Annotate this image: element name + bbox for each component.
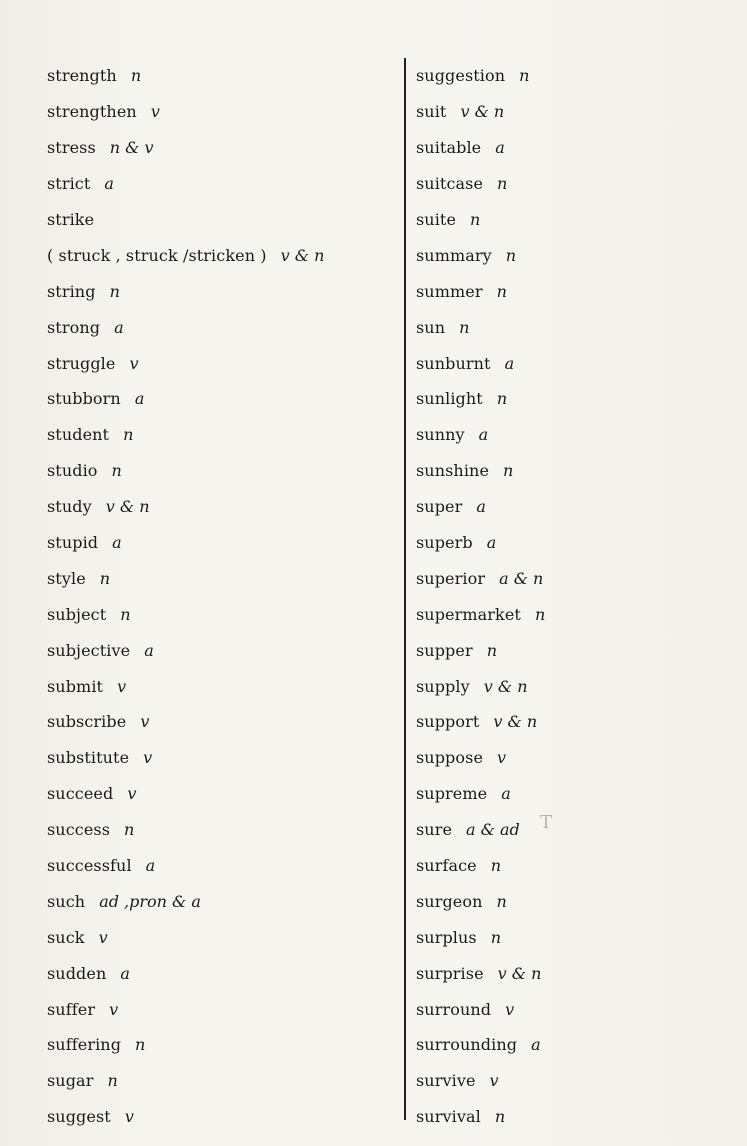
part-of-speech: a & ad — [466, 820, 520, 840]
headword: survival — [416, 1107, 481, 1127]
part-of-speech: n — [496, 389, 508, 409]
headword: super — [416, 497, 463, 517]
word-entry — [416, 1099, 736, 1135]
word-entry — [416, 309, 736, 345]
part-of-speech: n — [490, 927, 502, 947]
part-of-speech: n & v — [109, 138, 154, 158]
headword: strike — [47, 210, 95, 229]
word-entry — [47, 668, 397, 704]
headword: surprise — [416, 963, 484, 983]
word-entry — [47, 848, 397, 884]
headword: suit — [416, 102, 447, 122]
part-of-speech: n — [123, 425, 134, 445]
headword: summary — [416, 245, 492, 265]
headword: stupid — [47, 533, 99, 553]
headword: strong — [47, 317, 101, 337]
headword: style — [47, 568, 86, 588]
part-of-speech: n — [519, 66, 530, 86]
headword: suppose — [416, 748, 484, 768]
word-entry — [47, 166, 397, 202]
headword: superb — [416, 533, 473, 553]
part-of-speech: v — [505, 999, 515, 1019]
word-entry — [47, 704, 397, 740]
word-entry — [416, 991, 736, 1027]
part-of-speech: a — [504, 353, 515, 373]
word-entry — [416, 919, 736, 955]
word-entry — [416, 166, 736, 202]
word-entry — [47, 309, 397, 345]
part-of-speech: a & n — [499, 568, 544, 588]
part-of-speech: n — [135, 1035, 146, 1055]
column-divider — [404, 58, 406, 1120]
word-entry — [416, 704, 736, 740]
headword: suitcase — [416, 174, 484, 194]
part-of-speech: n — [497, 174, 508, 194]
headword: submit — [47, 676, 104, 696]
headword: surplus — [416, 927, 477, 947]
part-of-speech: a — [104, 174, 114, 194]
headword: sugar — [47, 1071, 94, 1091]
headword: suggestion — [416, 66, 506, 86]
headword: suffer — [47, 999, 96, 1019]
headword: subject — [47, 604, 107, 624]
headword: strict — [47, 174, 91, 194]
word-entry — [47, 812, 397, 848]
word-entry — [47, 130, 397, 166]
word-entry — [416, 560, 736, 596]
part-of-speech: v — [109, 999, 119, 1019]
word-entry — [416, 632, 736, 668]
word-entry — [416, 58, 736, 94]
headword: support — [416, 712, 480, 732]
word-entry — [47, 740, 397, 776]
headword: suitable — [416, 138, 482, 158]
headword: string — [47, 281, 96, 301]
word-entry — [47, 883, 397, 919]
word-entry — [47, 955, 397, 991]
word-entry — [416, 130, 736, 166]
headword: subjective — [47, 640, 131, 660]
part-of-speech: n — [486, 640, 498, 660]
part-of-speech: v & n — [460, 102, 505, 122]
part-of-speech: a — [495, 138, 505, 158]
headword: surface — [416, 856, 477, 876]
word-entry — [416, 94, 736, 130]
word-entry — [47, 991, 397, 1027]
part-of-speech: a — [145, 856, 156, 876]
word-entry — [47, 1063, 397, 1099]
part-of-speech: a — [501, 784, 511, 804]
headword: survive — [416, 1071, 476, 1091]
headword: sure — [416, 820, 453, 840]
word-entry — [47, 202, 397, 238]
part-of-speech: v — [140, 712, 150, 732]
part-of-speech: a — [144, 640, 154, 660]
part-of-speech: n — [130, 66, 142, 86]
word-entry — [47, 489, 397, 525]
word-entry — [416, 776, 736, 812]
part-of-speech: v & n — [493, 712, 538, 732]
headword: supermarket — [416, 604, 521, 624]
headword: sunny — [416, 425, 465, 445]
part-of-speech: a — [134, 389, 145, 409]
word-entry — [416, 202, 736, 238]
part-of-speech: n — [109, 281, 120, 301]
part-of-speech: a — [112, 533, 122, 553]
headword: struggle — [47, 353, 116, 373]
word-entry — [416, 1027, 736, 1063]
part-of-speech: v — [117, 676, 127, 696]
headword: stress — [47, 138, 96, 158]
part-of-speech: ad ,pron & a — [99, 891, 201, 911]
part-of-speech: n — [99, 568, 111, 588]
right-word-column — [416, 58, 736, 1135]
word-entry — [416, 596, 736, 632]
headword: strengthen — [47, 102, 137, 122]
headword: supper — [416, 640, 473, 660]
part-of-speech: v & n — [280, 245, 325, 265]
word-entry — [416, 453, 736, 489]
word-entry — [47, 919, 397, 955]
part-of-speech: v & n — [483, 676, 528, 696]
part-of-speech: n — [534, 604, 546, 624]
headword: studio — [47, 461, 98, 481]
part-of-speech: n — [503, 461, 514, 481]
headword: suffering — [47, 1035, 122, 1055]
part-of-speech: n — [496, 281, 507, 301]
part-of-speech: v & n — [497, 963, 542, 983]
word-entry — [47, 560, 397, 596]
headword: surround — [416, 999, 492, 1019]
part-of-speech: v — [124, 1107, 134, 1127]
word-entry — [47, 345, 397, 381]
part-of-speech: n — [496, 891, 507, 911]
part-of-speech: v — [127, 784, 137, 804]
word-entry — [47, 632, 397, 668]
headword: success — [47, 820, 111, 840]
headword: supply — [416, 676, 470, 696]
word-entry — [416, 668, 736, 704]
headword: sunlight — [416, 389, 483, 409]
word-entry — [47, 417, 397, 453]
word-entry — [416, 489, 736, 525]
headword: surgeon — [416, 891, 483, 911]
word-entry — [416, 848, 736, 884]
part-of-speech: a — [478, 425, 489, 445]
word-entry — [47, 1027, 397, 1063]
headword: study — [47, 497, 92, 517]
part-of-speech: v — [489, 1071, 499, 1091]
part-of-speech: n — [459, 317, 470, 337]
headword: strength — [47, 66, 117, 86]
headword: ( struck , struck /stricken ) — [47, 245, 267, 265]
word-entry — [47, 58, 397, 94]
headword: surrounding — [416, 1035, 518, 1055]
part-of-speech: v — [150, 102, 160, 122]
word-entry — [47, 453, 397, 489]
headword: suck — [47, 927, 85, 947]
word-entry — [416, 740, 736, 776]
word-entry — [47, 381, 397, 417]
word-entry — [416, 381, 736, 417]
headword: sunshine — [416, 461, 490, 481]
headword: suite — [416, 210, 457, 229]
part-of-speech: v — [497, 748, 507, 768]
part-of-speech: a — [114, 317, 124, 337]
word-entry — [416, 525, 736, 561]
headword: sudden — [47, 963, 107, 983]
part-of-speech: v — [98, 927, 108, 947]
part-of-speech: n — [494, 1107, 506, 1127]
part-of-speech: a — [531, 1035, 541, 1055]
part-of-speech: v — [129, 353, 139, 373]
word-entry — [416, 955, 736, 991]
headword: student — [47, 425, 110, 445]
headword: such — [47, 891, 86, 911]
part-of-speech: v — [143, 748, 153, 768]
word-entry — [47, 237, 397, 273]
headword: superior — [416, 568, 486, 588]
part-of-speech: n — [490, 856, 502, 876]
word-entry — [416, 237, 736, 273]
part-of-speech: n — [505, 245, 517, 265]
headword: sun — [416, 317, 446, 337]
headword: supreme — [416, 784, 488, 804]
headword: subscribe — [47, 712, 127, 732]
word-entry — [47, 1099, 397, 1135]
word-entry — [47, 525, 397, 561]
part-of-speech: n — [107, 1071, 118, 1091]
part-of-speech: n — [120, 604, 131, 624]
headword: summer — [416, 281, 483, 301]
part-of-speech: n — [124, 820, 135, 840]
headword: substitute — [47, 748, 130, 768]
word-entry — [47, 776, 397, 812]
headword: succeed — [47, 784, 114, 804]
part-of-speech: a — [486, 533, 497, 553]
headword: successful — [47, 856, 132, 876]
part-of-speech: a — [120, 963, 130, 983]
word-entry — [47, 94, 397, 130]
part-of-speech: n — [111, 461, 122, 481]
word-entry — [416, 417, 736, 453]
left-word-column — [47, 58, 397, 1135]
word-entry — [416, 812, 736, 848]
word-entry — [416, 883, 736, 919]
part-of-speech: v & n — [105, 497, 150, 517]
word-entry — [416, 273, 736, 309]
word-entry — [416, 345, 736, 381]
headword: sunburnt — [416, 353, 491, 373]
part-of-speech: a — [476, 497, 486, 517]
word-entry — [47, 273, 397, 309]
word-entry — [416, 1063, 736, 1099]
headword: suggest — [47, 1107, 111, 1127]
show-through-letter: T — [540, 812, 553, 833]
part-of-speech: n — [470, 210, 481, 229]
word-entry — [47, 596, 397, 632]
headword: stubborn — [47, 389, 121, 409]
